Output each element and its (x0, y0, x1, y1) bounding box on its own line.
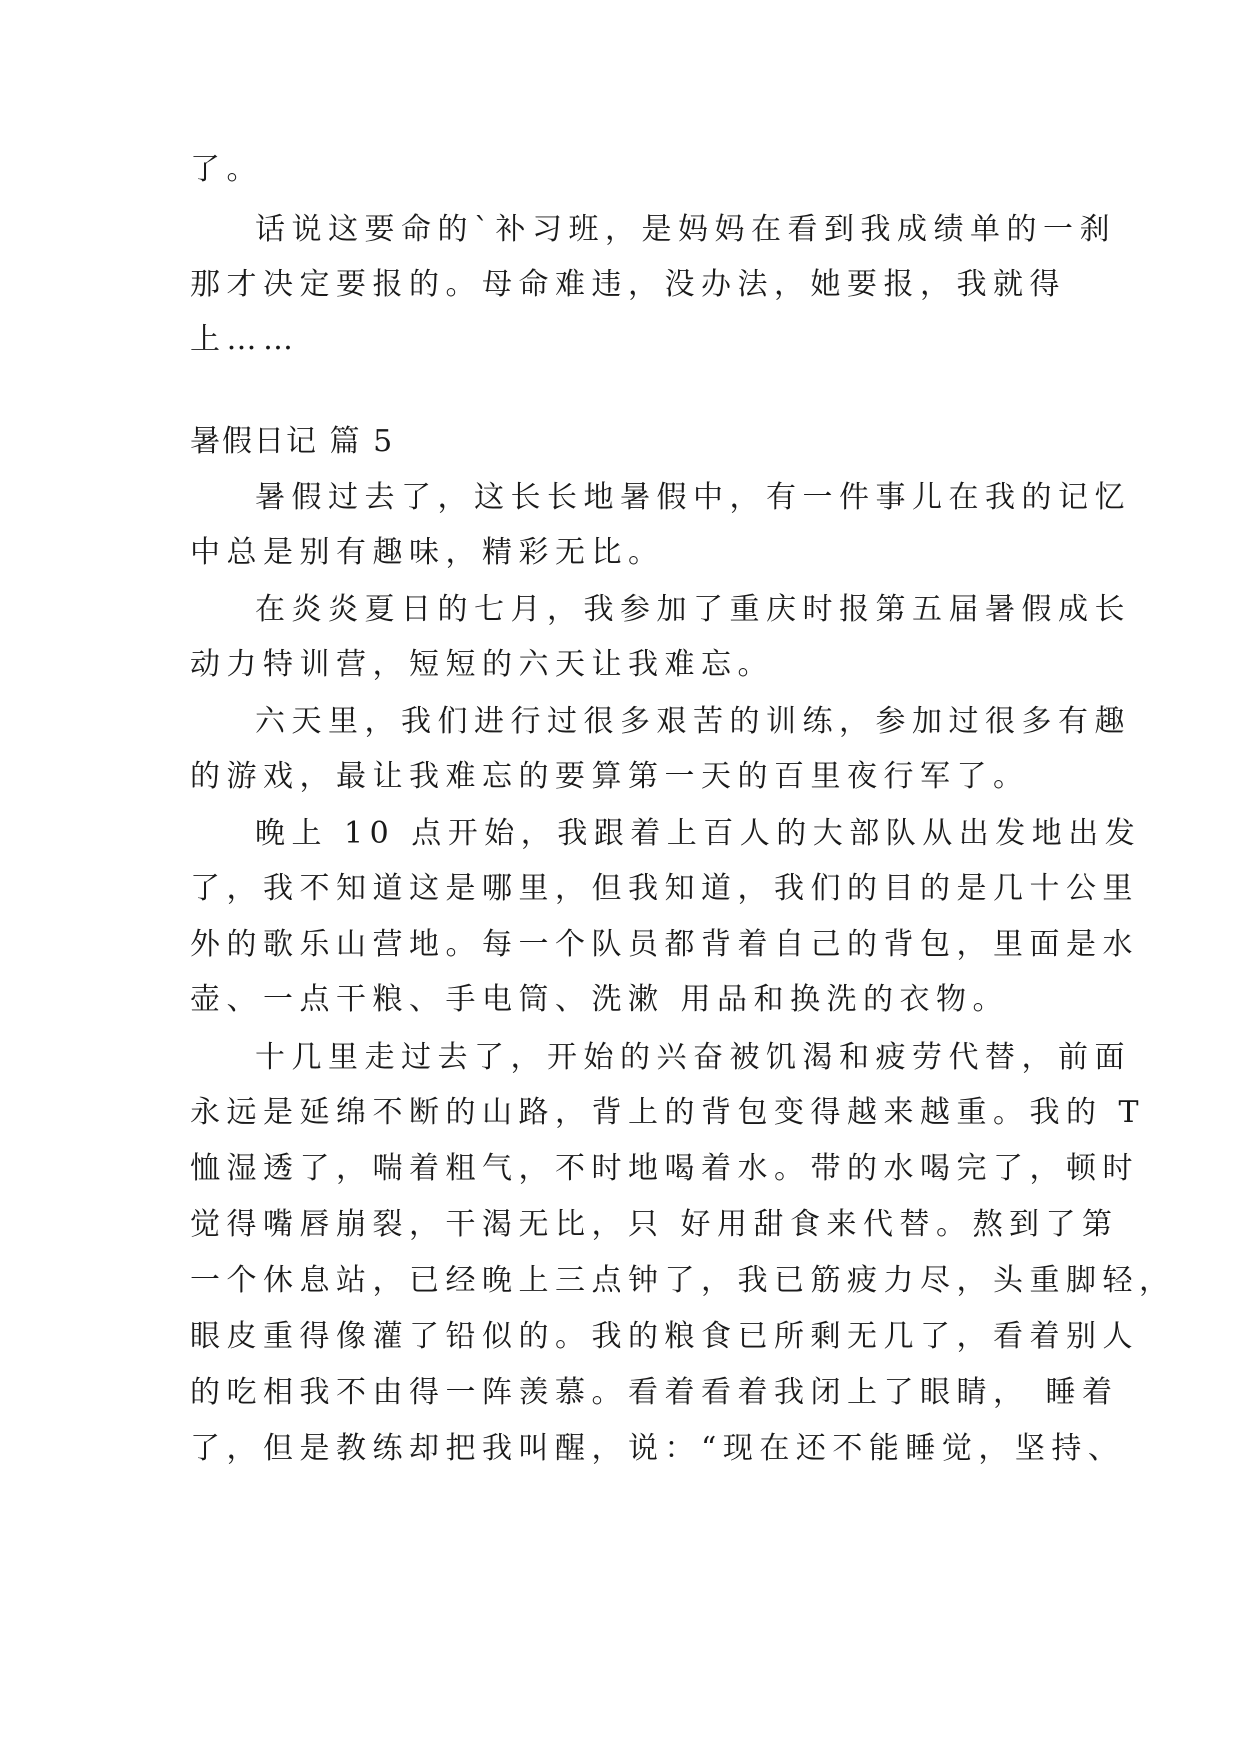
text-line: 恤湿透了，喘着粗气，不时地喝着水。带的水喝完了，顿时 (190, 1151, 1139, 1186)
text-line: 动力特训营，短短的六天让我难忘。 (190, 647, 774, 682)
text-line: 上…… (190, 322, 300, 357)
paragraph-start-line: 在炎炎夏日的七月，我参加了重庆时报第五届暑假成长 (255, 592, 1131, 627)
paragraph-start-line: 晚上 10 点开始，我跟着上百人的大部队从出发地出发 (255, 816, 1142, 851)
text-line: 了，但是教练却把我叫醒，说：“现在还不能睡觉，坚持、 (190, 1431, 1125, 1466)
text-line: 了，我不知道这是哪里，但我知道，我们的目的是几十公里 (190, 871, 1139, 906)
text-line: 了。 (190, 152, 263, 187)
paragraph-start-line: 话说这要命的`补习班，是妈妈在看到我成绩单的一刹 (255, 212, 1116, 247)
paragraph-start-line: 暑假过去了，这长长地暑假中，有一件事儿在我的记忆 (255, 480, 1131, 515)
text-line: 那才决定要报的。母命难违，没办法，她要报，我就得 (190, 267, 1066, 302)
section-heading: 暑假日记 篇 5 (190, 424, 395, 459)
text-line: 外的歌乐山营地。每一个队员都背着自己的背包，里面是水 (190, 927, 1139, 962)
text-line: 眼皮重得像灌了铅似的。我的粮食已所剩无几了，看着别人 (190, 1319, 1139, 1354)
text-line: 觉得嘴唇崩裂，干渴无比，只 好用甜食来代替。熬到了第 (190, 1207, 1119, 1242)
text-line: 一个休息站，已经晚上三点钟了，我已筋疲力尽，头重脚轻， (190, 1263, 1176, 1298)
text-line: 壶、一点干粮、手电筒、洗漱 用品和换洗的衣物。 (190, 982, 1010, 1017)
paragraph-start-line: 六天里，我们进行过很多艰苦的训练，参加过很多有趣 (255, 704, 1131, 739)
text-line: 永远是延绵不断的山路，背上的背包变得越来越重。我的 T (190, 1095, 1146, 1130)
text-line: 的吃相我不由得一阵羡慕。看着看着我闭上了眼睛， 睡着 (190, 1375, 1119, 1410)
text-line: 的游戏，最让我难忘的要算第一天的百里夜行军了。 (190, 759, 1030, 794)
paragraph-start-line: 十几里走过去了，开始的兴奋被饥渴和疲劳代替，前面 (255, 1040, 1131, 1075)
text-line: 中总是别有趣味，精彩无比。 (190, 535, 665, 570)
